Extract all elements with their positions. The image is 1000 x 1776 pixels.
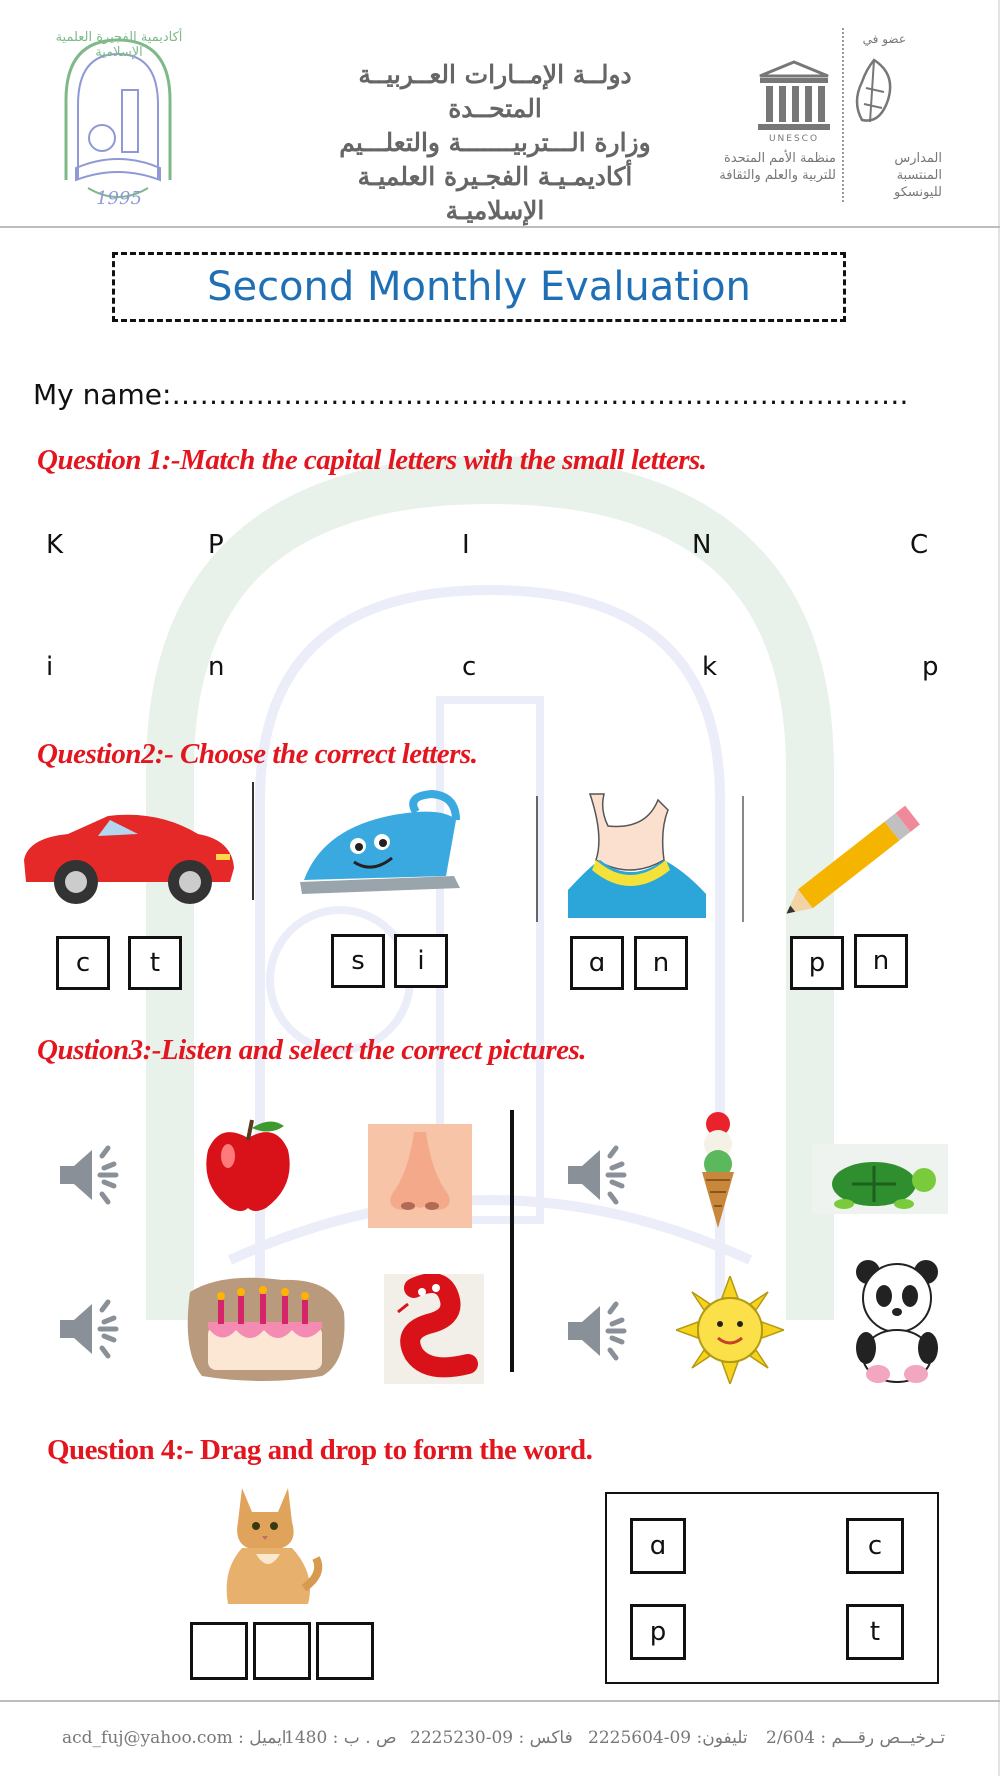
draggable-letter-tile[interactable]: c [846, 1518, 904, 1574]
question3-prompt: Qustion3:-Listen and select the correct pictures. [37, 1034, 587, 1066]
unesco-caption-right [850, 150, 942, 201]
gov-line-2: وزارة الـــتربيـــــــة والتعلـــيم [339, 128, 651, 157]
drop-slot[interactable] [316, 1622, 374, 1680]
iron-picture [296, 790, 476, 900]
unesco-temple-icon [756, 60, 832, 136]
draggable-letter-tile[interactable]: p [630, 1604, 686, 1660]
footer-license: تـرخيــص رقـــم : 2/604 [766, 1728, 946, 1748]
letter-option-box[interactable]: p [790, 936, 844, 990]
associated-schools-leaf-icon [848, 52, 902, 136]
cat-picture [212, 1478, 324, 1612]
speaker-icon[interactable] [564, 1298, 636, 1364]
question2-prompt: Question2:- Choose the correct letters. [37, 738, 478, 770]
neck-picture [560, 790, 712, 920]
capital-letter[interactable]: K [46, 530, 64, 560]
unesco-divider [842, 28, 846, 202]
title-frame [112, 252, 846, 322]
speaker-icon[interactable] [56, 1296, 128, 1362]
small-letter[interactable]: n [208, 652, 225, 682]
footer-po-box: ص . ب : 1480 [284, 1728, 397, 1748]
drop-slot[interactable] [190, 1622, 248, 1680]
letter-option-box[interactable]: ɑ [570, 936, 624, 990]
apple-picture[interactable] [200, 1116, 296, 1214]
ice-cream-picture[interactable] [692, 1110, 744, 1230]
pencil-picture [782, 800, 928, 920]
name-line[interactable]: My name:……………………………………………………………………. [33, 378, 909, 411]
draggable-letter-tile[interactable]: ɑ [630, 1518, 686, 1574]
car-picture [18, 790, 240, 910]
footer-phone: تليفون: 09-2225604 [588, 1728, 748, 1748]
caption-left-line-2: للتربية والعلم والثقافة [719, 168, 836, 183]
divider-line [252, 782, 254, 900]
small-letter[interactable]: i [46, 652, 54, 682]
small-letter[interactable]: k [702, 652, 718, 682]
sun-picture[interactable] [676, 1276, 784, 1384]
header-divider [0, 226, 1000, 228]
small-letter[interactable]: p [922, 652, 939, 682]
question4-prompt: Question 4:- Drag and drop to form the word. [47, 1434, 593, 1466]
panda-picture[interactable] [850, 1256, 944, 1384]
caption-right-line-1: المدارس المنتسبة [894, 151, 942, 183]
footer-fax: فاكس : 09-2225230 [410, 1728, 573, 1748]
speaker-icon[interactable] [564, 1142, 636, 1208]
small-letter[interactable]: c [462, 652, 477, 682]
capital-letter[interactable]: N [692, 530, 712, 560]
cake-picture[interactable] [182, 1272, 348, 1384]
unesco-caption-left [716, 150, 836, 184]
page-title: Second Monthly Evaluation [207, 264, 751, 310]
letter-option-box[interactable]: i [394, 934, 448, 988]
capital-letter[interactable]: I [462, 530, 470, 560]
gov-line-3: أكاديمـيـة الفجـيرة العلميـة الإسلاميـة [357, 162, 633, 225]
logo-year: 1995 [96, 188, 142, 209]
logo-arc-text: أكاديمية الفجيرة العلمية الإسلامية [55, 30, 183, 60]
unesco-wordmark: UNESCO [768, 134, 820, 144]
divider-line [536, 796, 538, 922]
question1-prompt: Question 1:-Match the capital letters with the small letters. [37, 444, 707, 476]
letter-option-box[interactable]: n [634, 936, 688, 990]
footer-divider [0, 1700, 1000, 1702]
footer-email: acd_fuj@yahoo.com : ايميل [62, 1728, 287, 1748]
speaker-icon[interactable] [56, 1142, 128, 1208]
divider-line [510, 1110, 514, 1372]
snake-picture[interactable] [384, 1274, 484, 1384]
government-heading [330, 58, 660, 228]
letter-option-box[interactable]: c [56, 936, 110, 990]
gov-line-1: دولــة الإمــارات العــربيــة المتحــدة [358, 60, 632, 123]
letter-option-box[interactable]: s [331, 934, 385, 988]
caption-right-line-2: لليونسكو [893, 185, 942, 200]
capital-letter[interactable]: C [910, 530, 929, 560]
caption-left-line-1: منظمة الأمم المتحدة [724, 151, 836, 166]
capital-letter[interactable]: P [208, 530, 224, 560]
draggable-letter-tile[interactable]: t [846, 1604, 904, 1660]
divider-line [742, 796, 744, 922]
nose-picture[interactable] [368, 1124, 472, 1228]
drop-slot[interactable] [253, 1622, 311, 1680]
letter-option-box[interactable]: n [854, 934, 908, 988]
member-label: عضو في [862, 32, 906, 46]
turtle-picture[interactable] [812, 1144, 948, 1214]
letter-option-box[interactable]: t [128, 936, 182, 990]
